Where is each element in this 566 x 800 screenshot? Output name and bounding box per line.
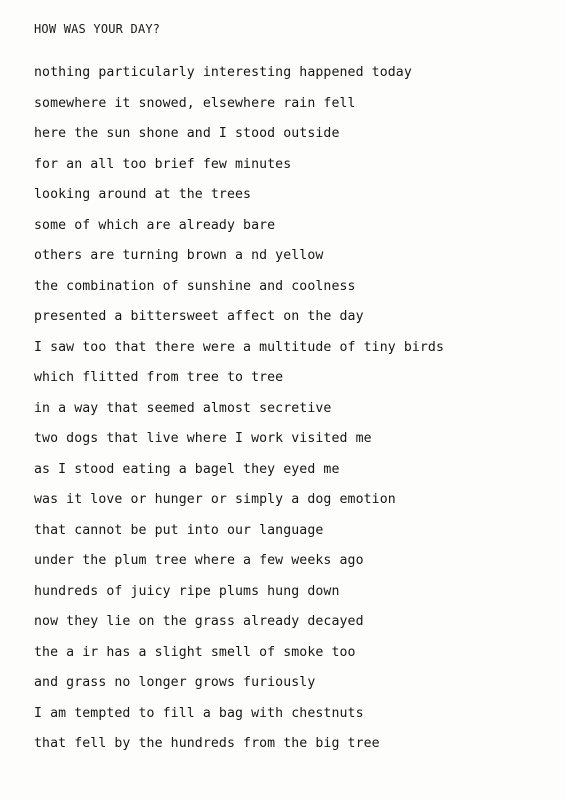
poem-title: HOW WAS YOUR DAY?: [34, 22, 161, 36]
poem-line: two dogs that live where I work visited me: [34, 431, 372, 446]
poem-line: somewhere it snowed, elsewhere rain fell: [34, 95, 356, 111]
poem-line: hundreds of juicy ripe plums hung down: [34, 583, 340, 599]
poem-line: others are turning brown a nd yellow: [34, 248, 324, 263]
poem-line: nothing particularly interesting happened today: [34, 65, 412, 80]
poem-line: I am tempted to fill a bag with chestnuts: [34, 705, 364, 721]
poem-line: looking around at the trees: [34, 187, 252, 202]
poem-line: under the plum tree where a few weeks ago: [34, 553, 364, 568]
poem-line: I saw too that there were a multitude of tiny birds: [34, 339, 445, 355]
poem-body: [34, 58, 444, 760]
poem-line: that cannot be put into our language: [34, 522, 324, 538]
poem-line: was it love or hunger or simply a dog emotion: [34, 492, 396, 507]
poem-line: and grass no longer grows furiously: [34, 675, 316, 690]
poem-line: the a ir has a slight smell of smoke too: [34, 644, 356, 660]
poem-line: the combination of sunshine and coolness: [34, 278, 356, 294]
poem-line: that fell by the hundreds from the big tree: [34, 736, 380, 751]
poem-line: here the sun shone and I stood outside: [34, 126, 340, 141]
poem-line: presented a bittersweet affect on the day: [34, 309, 364, 324]
poem-line: now they lie on the grass already decayed: [34, 614, 364, 629]
poem-line: some of which are already bare: [34, 217, 276, 233]
poem-line: as I stood eating a bagel they eyed me: [34, 461, 340, 477]
poem-line: which flitted from tree to tree: [34, 370, 284, 385]
poem-line: in a way that seemed almost secretive: [34, 400, 332, 416]
poem-line: for an all too brief few minutes: [34, 156, 292, 172]
